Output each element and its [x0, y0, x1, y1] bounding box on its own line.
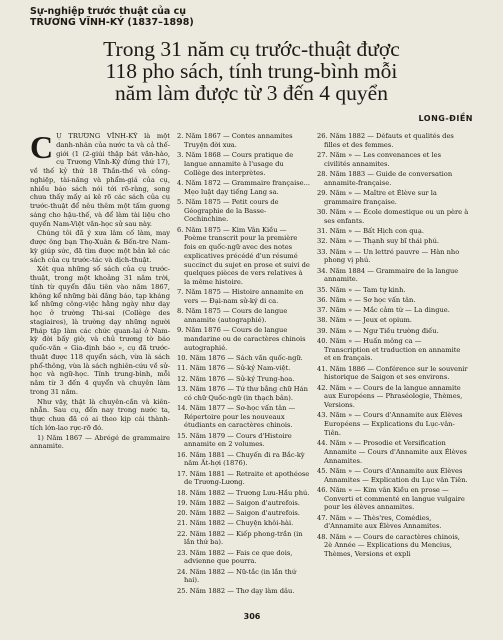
- book-entry: 33. Năm » — Un lettré pauvre — Hàn nho phong vị phú.: [317, 247, 460, 265]
- paragraph: Chúng tôi đã ý xưa lâm cố làm, may được ông bạn Thọ-Xuân & Bến-tre Nam-kỳ giúp sức, đã tìm được một bản kê các sách của cụ trước-tác và dịch-thuật.: [30, 229, 170, 264]
- book-entry: 16. Năm 1881 — Chuyến đi ra Bắc-kỳ năm Ất-hợi (1876).: [177, 450, 305, 468]
- book-entry: 37. Năm » — Mắc cảm từ — La dingue.: [317, 306, 450, 314]
- book-entry: 34. Năm 1884 — Grammaire de la langue annamite.: [317, 266, 459, 284]
- book-entry: 30. Năm » — École domestique ou un père à ses enfants.: [317, 208, 469, 225]
- book-entry: 12. Năm 1876 — Sử-ký Trung-hoa.: [177, 374, 295, 383]
- book-entry: 39. Năm » — Ngư Tiều trường điếu.: [317, 326, 439, 335]
- book-entry: 35. Năm » — Tam tự kinh.: [317, 285, 406, 294]
- book-entry: 36. Năm » — Sơ học vấn tân.: [317, 295, 416, 304]
- book-entry: 8. Năm 1875 — Cours de langue annamite (autographié).: [177, 307, 288, 324]
- book-list-column-3: [317, 132, 469, 602]
- kicker-line-2: TRƯƠNG VĨNH-KÝ (1837–1898): [30, 17, 194, 28]
- book-entry: 46. Năm » — Kim vân Kiều en prose — Converti et commenté en langue vulgaire pour les élèves annamites.: [317, 485, 465, 512]
- article-kicker: [30, 6, 470, 28]
- book-entry: 2. Năm 1867 — Contes annamites Truyện đời xưa.: [177, 132, 293, 149]
- book-entry: 23. Năm 1882 — Fais ce que dois, advienne que pourra.: [177, 548, 293, 566]
- book-entry: 5. Năm 1875 — Petit cours de Géographie de la Basse-Cochinchine.: [177, 197, 279, 224]
- book-entry: 21. Năm 1882 — Chuyện khôi-hài.: [177, 519, 294, 528]
- book-entry: 44. Năm » — Prosodie et Versification Annamite — Cours d'Annamite aux Élèves Annamites.: [317, 439, 467, 465]
- book-entry: 18. Năm 1882 — Trương Lưu-Hầu phú.: [177, 488, 310, 497]
- book-entry: 4. Năm 1872 — Grammaire française... Mẹo luật dạy tiếng Lang sa.: [177, 178, 310, 196]
- drop-cap: C: [30, 132, 54, 165]
- article-headline: [30, 38, 473, 104]
- book-entry: 14. Năm 1877 — Sơ-học vấn tân — Répertoire pour les nouveaux étudiants en caractères chinois.: [177, 403, 296, 430]
- headline-line-2: 118 pho sách, tính trung-bình mỗi: [105, 59, 398, 83]
- book-entry: 41. Năm 1886 — Conférence sur le souvenir historique de Saigon et ses environs.: [317, 364, 468, 382]
- book-entry: 38. Năm » — Jeux et opium.: [317, 316, 412, 325]
- book-entry: 7. Năm 1875 — Histoire annamite en vers — Đại-nam sử-ký di ca.: [177, 288, 304, 305]
- book-entry: 43. Năm » — Cours d'Annamite aux Élèves Européens — Explications du Lục-vân-Tiên.: [317, 411, 463, 437]
- book-entry: 17. Năm 1881 — Retraite et apothéose de Trương-Lương.: [177, 469, 310, 487]
- kicker-line-1: Sự-nghiệp trước thuật của cụ: [30, 6, 186, 17]
- paragraph: Xét qua những số sách của cụ trước-thuật, trong một khoảng 31 năm trời, tính từ quyển đầu tiên vào năm 1867, không kể những bài đăng báo, tạp kháng kể những công-việc hằng ngày như dạy học ở trường Thi-sai (Collège des stagiaires), là trường dạy những người Pháp tập làm các chức quan-lại ở Nam-kỳ đời bấy giờ, và chủ trương tờ báo quốc-văn « Gia-định báo », cụ đã trước-thuật được 118 quyển sách, vừa là sách phổ-thông, vừa là sách nghiên-cứu về sử-học và ngữ-học. Tính trung-bình, mỗi năm từ 3 đến 4 quyển và chuyên làm trong 31 năm.: [30, 265, 170, 396]
- paragraph: Ụ TRƯƠNG VĨNH-KÝ là một danh-nhân của nước ta và cả thế-giới (1 (2-giúi thập bát văn-hào, cụ Trương Vĩnh-Ký đứng thứ 17), về thế kỷ thứ 18 Thần-thế và công-nghiệp, tài-năng và phẩm-giá của cụ, nhiều báo sách nói tới rõ-ràng, song chưa thấy mấy ai kê rõ các sách của cụ trước-thuật để nêu thêm một tấm gương sáng cho hậu-thế, và để làm tài liệu cho quyển Nam-Việt văn-học sử sau này.: [30, 132, 170, 228]
- book-entry: 15. Năm 1879 — Cours d'Histoire annamite en 2 volumes.: [177, 431, 292, 449]
- book-entry: 13. Năm 1876 — Tứ thư bằng chữ Hán có chữ Quốc-ngữ (in thạch bản).: [177, 384, 308, 402]
- book-entry: 42. Năm » — Cours de la langue annamite aux Européens — Phraséologie, Thèmes, Versions.: [317, 383, 463, 409]
- book-entry: 22. Năm 1882 — Kiếp phong-trần (in lần thứ ba).: [177, 529, 303, 547]
- book-entry: 20. Năm 1882 — Saigon d'autrefois.: [177, 509, 300, 517]
- paragraph: 1) Năm 1867 — Abrégé de grammaire annamite.: [30, 433, 170, 451]
- book-entry: 47. Năm » — Thès'res, Comédies, d'Annamite aux Élèves Annamites.: [317, 513, 442, 531]
- book-entry: 29. Năm » — Maître et Élève sur la grammaire française.: [317, 189, 437, 206]
- book-entry: 48. Năm » — Cours de caractères chinois, 2è Année — Explications du Mencius, Thèmes, Versions et expli: [317, 532, 460, 558]
- book-entry: 10. Năm 1876 — Sách vần quốc-ngữ.: [177, 354, 303, 362]
- book-entry: 24. Năm 1882 — Nữ-tắc (in lần thứ hai).: [177, 567, 297, 585]
- book-entry: 25. Năm 1882 — Thơ dạy làm dâu.: [177, 586, 295, 595]
- page-number: 306: [243, 612, 261, 621]
- book-entry: 27. Năm » — Les convenances et les civilités annamites.: [317, 151, 442, 168]
- book-entry: 45. Năm » — Cours d'Annamite aux Élèves Annamites — Explication du Lục vân Tiên.: [317, 466, 468, 484]
- book-entry: 40. Năm » — Huấn mông ca — Transcription et traduction en annamite et en français.: [317, 336, 461, 363]
- book-entry: 6. Năm 1875 — Kim Vân Kiều — Poème transcrit pour la première fois en quốc-ngữ avec des notes explicatives précédé d'un résumé succinct du sujet en prose et suivi de quelques pièces de vers relatives à la même histoire.: [177, 225, 310, 286]
- headline-line-3: năm làm được từ 3 đến 4 quyển: [115, 81, 388, 105]
- book-entry: 28. Năm 1883 — Guide de conversation annamite-française.: [317, 170, 453, 187]
- book-entry: 9. Năm 1876 — Cours de langue mandarine ou de caractères chinois autographié.: [177, 326, 306, 352]
- headline-line-1: Trong 31 năm cụ trước-thuật được: [103, 37, 400, 61]
- book-entry: 31. Năm » — Bất Hịch con quạ.: [317, 227, 424, 235]
- paragraph: Như vậy, thật là chuyên-cần và kiên-nhẫn. Sau cụ, đến nay trong nước ta, thực chưa đã có ai theo kịp cái thành-tích lớn-lao rực-rỡ đó.: [30, 397, 170, 432]
- author-byline: LONG-ĐIỀN: [418, 114, 473, 123]
- book-entry: 26. Năm 1882 — Défauts et qualités des filles et des femmes.: [317, 132, 454, 149]
- book-entry: 19. Năm 1882 — Saigon d'autrefois.: [177, 498, 300, 507]
- book-entry: 11. Năm 1876 — Sử-ký Nam-việt.: [177, 364, 291, 373]
- book-entry: 3. Năm 1868 — Cours pratique de langue annamite à l'usage du Collège des interprètes.: [177, 151, 294, 177]
- book-list-column-2: [177, 132, 310, 602]
- book-entry: 32. Năm » — Thạnh suy bĩ thái phú.: [317, 237, 440, 246]
- body-column-1: [30, 132, 170, 602]
